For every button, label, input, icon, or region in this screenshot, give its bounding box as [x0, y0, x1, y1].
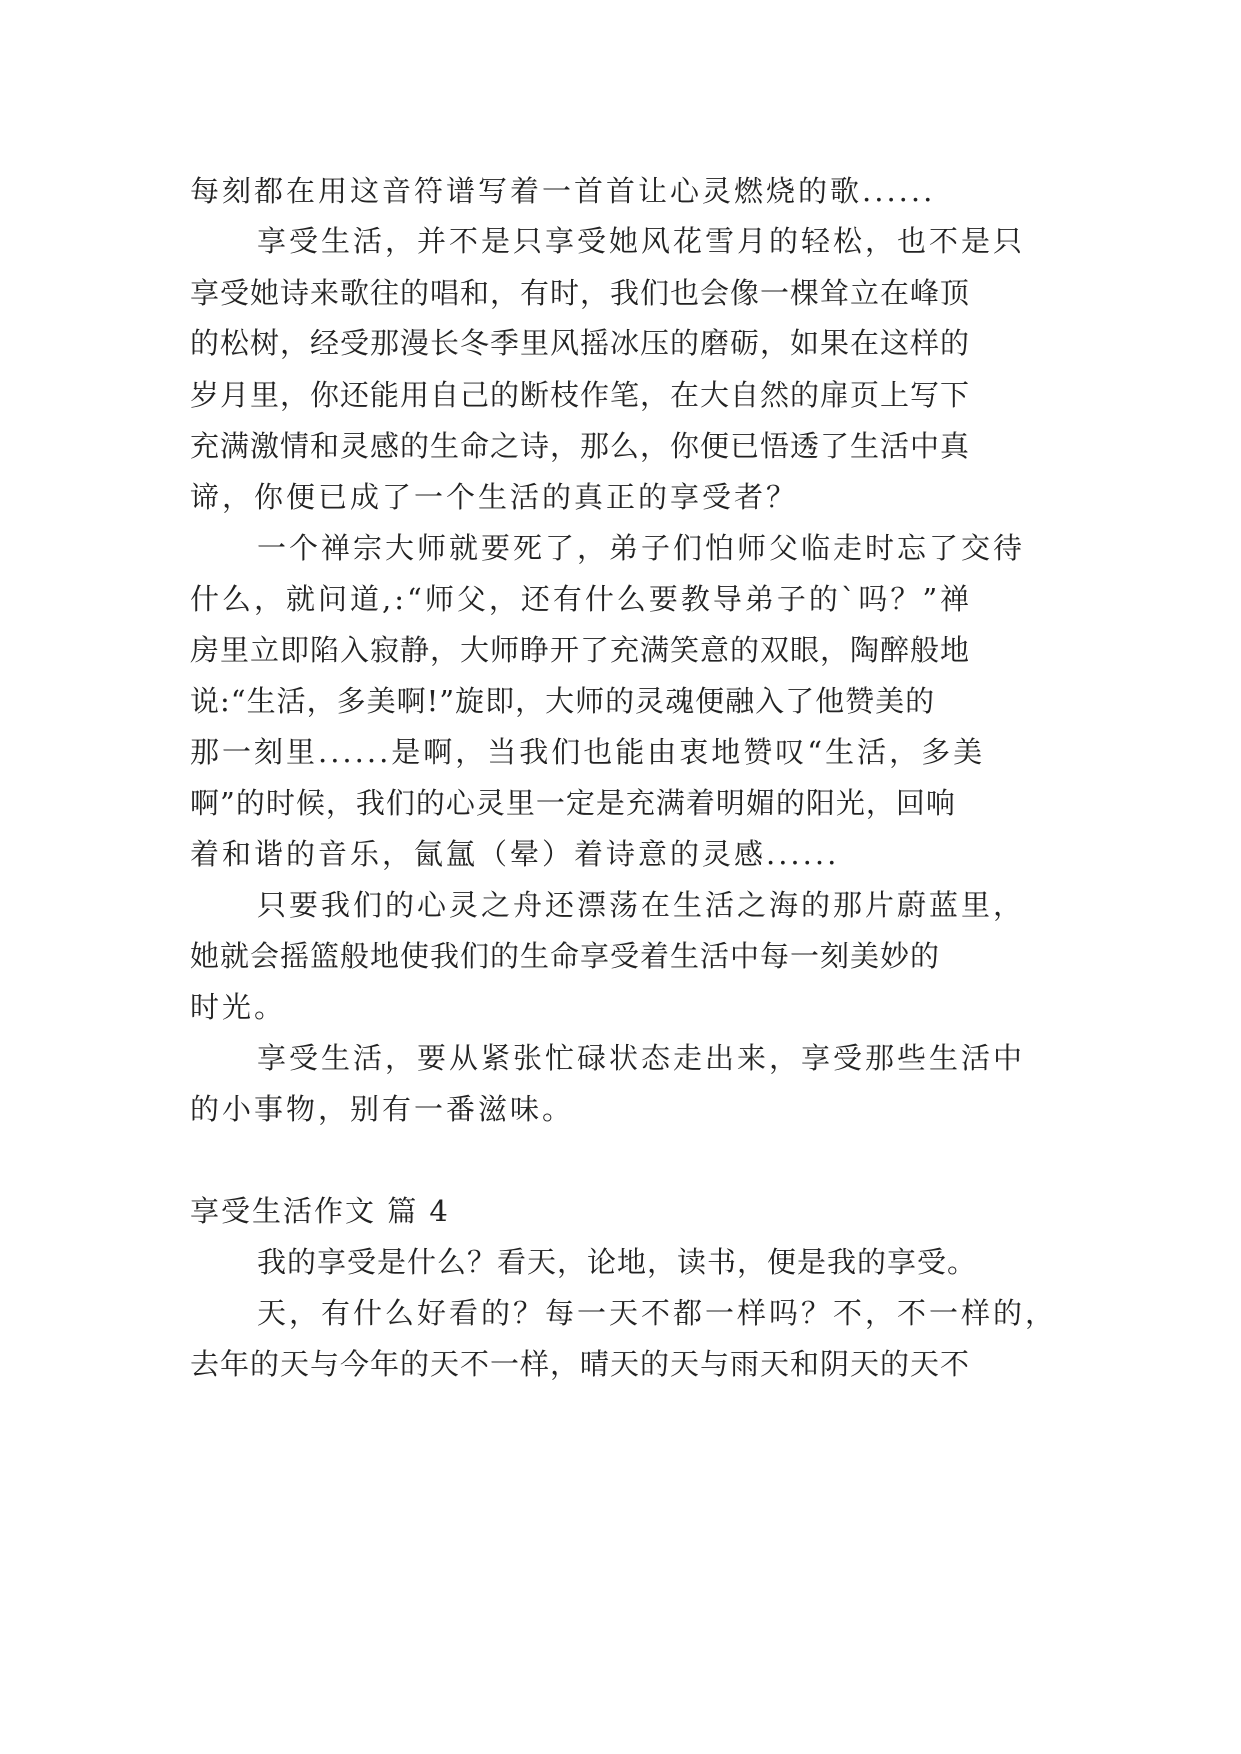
text-line: 岁月里，你还能用自己的断枝作笔，在大自然的扉页上写下: [190, 378, 971, 412]
text-line: 什么，就问道,:“师父，还有什么要教导弟子的`吗？”禅: [190, 582, 973, 616]
paragraph-first-line: 我的享受是什么？看天，论地，读书，便是我的享受。: [257, 1245, 978, 1279]
text-line: 她就会摇篮般地使我们的生命享受着生活中每一刻美妙的: [190, 939, 941, 973]
text-line: 那一刻里......是啊，当我们也能由衷地赞叹“生活，多美: [190, 735, 986, 769]
paragraph-first-line: 享受生活，并不是只享受她风花雪月的轻松，也不是只: [257, 224, 1026, 258]
text-line: 说:“生活，多美啊!”旋即，大师的灵魂便融入了他赞美的: [190, 684, 936, 718]
paragraph-first-line: 享受生活，要从紧张忙碌状态走出来，享受那些生活中: [257, 1041, 1026, 1075]
paragraph-first-line: 只要我们的心灵之舟还漂荡在生活之海的那片蔚蓝里，: [257, 888, 1026, 922]
text-line: 去年的天与今年的天不一样，晴天的天与雨天和阴天的天不: [190, 1347, 971, 1381]
text-line: 时光。: [190, 990, 287, 1024]
text-line: 啊”的时候，我们的心灵里一定是充满着明媚的阳光，回响: [190, 786, 956, 820]
text-line: 房里立即陷入寂静，大师睁开了充满笑意的双眼，陶醉般地: [190, 633, 971, 667]
paragraph-first-line: 天，有什么好看的？每一天不都一样吗？不，不一样的，: [257, 1296, 1058, 1330]
text-line: 充满激情和灵感的生命之诗，那么，你便已悟透了生活中真: [190, 429, 971, 463]
text-line: 谛，你便已成了一个生活的真正的享受者？: [190, 480, 799, 514]
text-line: 享受她诗来歌往的唱和，有时，我们也会像一棵耸立在峰顶: [190, 276, 971, 310]
section-heading: 享受生活作文 篇 4: [190, 1194, 450, 1228]
paragraph-first-line: 一个禅宗大师就要死了，弟子们怕师父临走时忘了交待: [257, 531, 1026, 565]
text-line: 每刻都在用这音符谱写着一首首让心灵燃烧的歌......: [190, 174, 936, 208]
text-line: 着和谐的音乐，氤氲（晕）着诗意的灵感......: [190, 837, 840, 871]
text-line: 的小事物，别有一番滋味。: [190, 1092, 575, 1126]
text-line: 的松树，经受那漫长冬季里风摇冰压的磨砺，如果在这样的: [190, 326, 971, 360]
